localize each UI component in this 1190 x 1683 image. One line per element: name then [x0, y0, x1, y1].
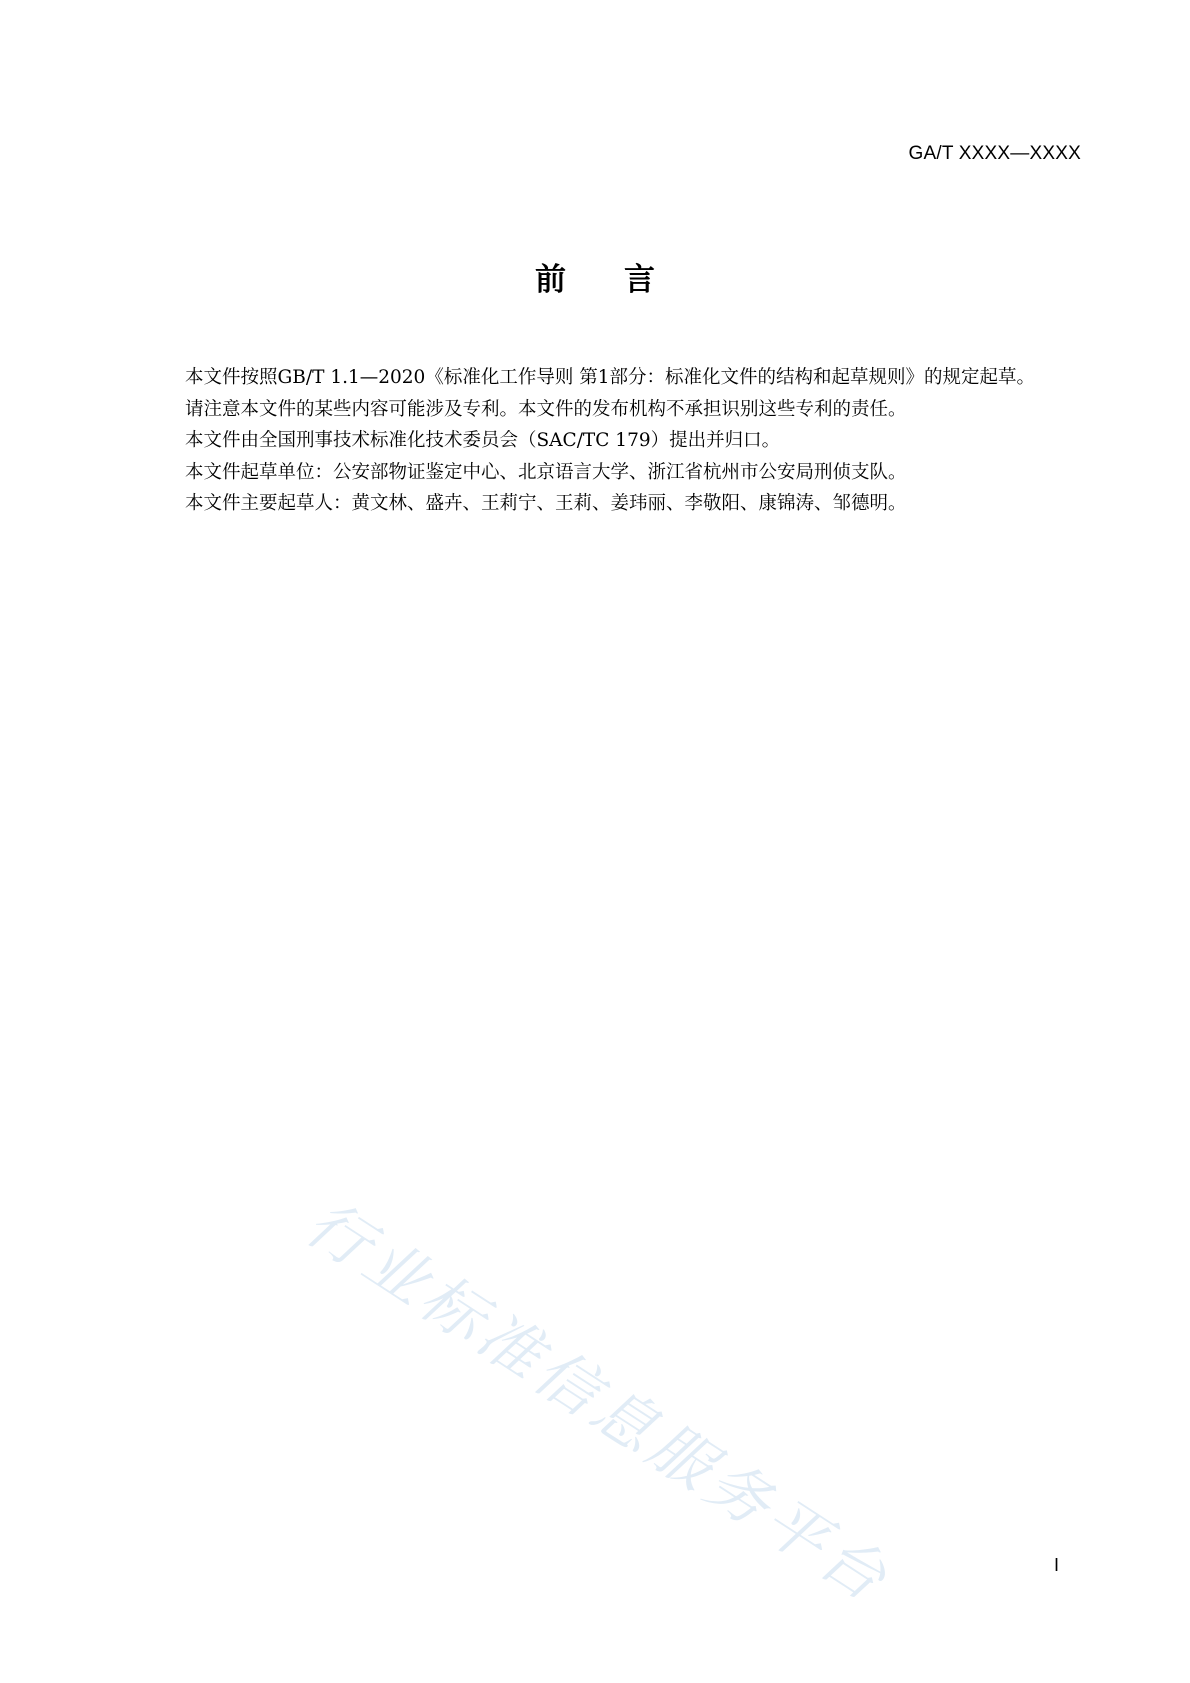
foreword-body — [143, 362, 1083, 520]
page-number: I — [1053, 1555, 1059, 1575]
paragraph-proposer: 本文件由全国刑事技术标准化技术委员会（SAC/TC 179）提出并归口。 — [185, 430, 781, 451]
paragraph-drafting-rules: 本文件按照GB/T 1.1—2020《标准化工作导则 第1部分：标准化文件的结构和起草规则》的规定起草。 — [185, 367, 1035, 388]
page-title: 前言 — [535, 262, 713, 298]
paragraph-drafting-units: 本文件起草单位：公安部物证鉴定中心、北京语言大学、浙江省杭州市公安局刑侦支队。 — [185, 461, 907, 483]
watermark: 行业标准信息服务平台 — [293, 1186, 904, 1618]
document-code: GA/T XXXX—XXXX — [908, 143, 1081, 164]
paragraph-drafters: 本文件主要起草人：黄文林、盛卉、王莉宁、王莉、姜玮丽、李敬阳、康锦涛、邹德明。 — [185, 493, 907, 514]
paragraph-patent-notice: 请注意本文件的某些内容可能涉及专利。本文件的发布机构不承担识别这些专利的责任。 — [185, 398, 907, 420]
